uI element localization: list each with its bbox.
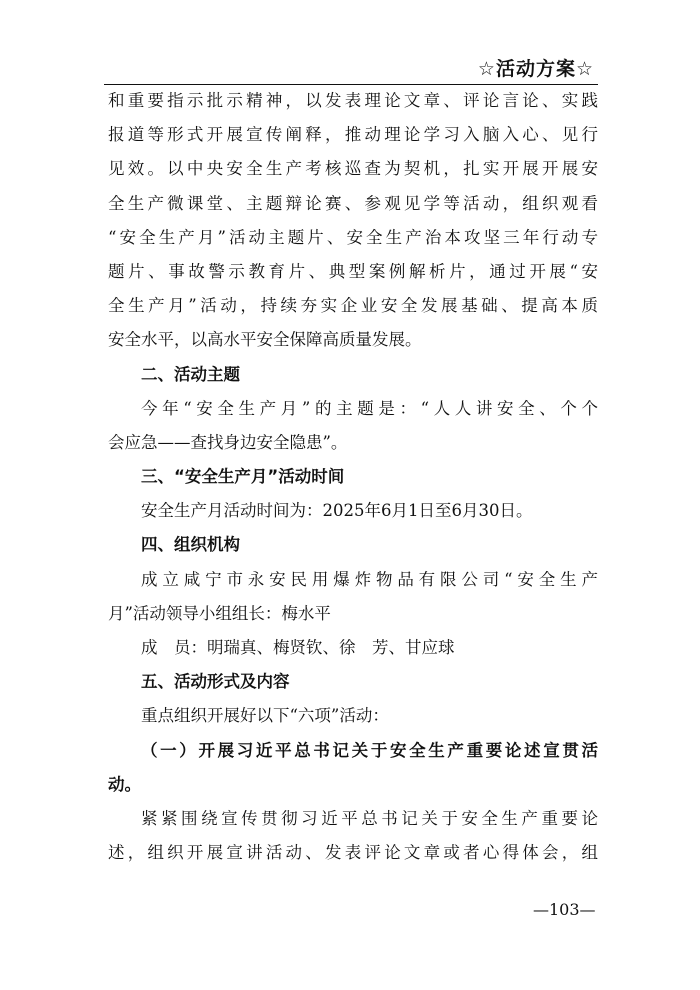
body-line: 月”活动领导小组组长：梅水平 <box>108 603 331 623</box>
header-title: ☆活动方案☆ <box>477 58 594 80</box>
body-line: 述，组织开展宣讲活动、发表评论文章或者心得体会，组 <box>108 843 598 863</box>
page-number: —103— <box>533 900 596 919</box>
section-heading-activities: 五、活动形式及内容 <box>141 672 290 692</box>
sub-heading-activity-1: （一）开展习近平总书记关于安全生产重要论述宣贯活 <box>141 740 598 760</box>
members-line: 成 员：明瑞真、梅贤钦、徐 芳、甘应球 <box>141 638 455 657</box>
section-heading-theme: 二、活动主题 <box>141 364 240 384</box>
body-line: 紧紧围绕宣传贯彻习近平总书记关于安全生产重要论 <box>141 808 598 828</box>
page-header <box>104 54 598 85</box>
body-line: “安全生产月”活动主题片、安全生产治本攻坚三年行动专 <box>108 227 598 247</box>
section-heading-time: 三、“安全生产月”活动时间 <box>141 467 345 487</box>
body-line: 见效。以中央安全生产考核巡查为契机，扎实开展开展安 <box>108 159 598 179</box>
sub-heading-activity-1-cont: 动。 <box>108 774 141 794</box>
body-line: 安全水平，以高水平安全保障高质量发展。 <box>108 330 422 350</box>
body-line: 和重要指示批示精神，以发表理论文章、评论言论、实践 <box>108 91 598 110</box>
body-line: 会应急——查找身边安全隐患”。 <box>108 432 348 452</box>
body-line: 成立咸宁市永安民用爆炸物品有限公司“安全生产 <box>141 569 598 589</box>
body-line: 今年“安全生产月”的主题是：“人人讲安全、个个 <box>141 398 598 418</box>
body-line: 题片、事故警示教育片、典型案例解析片，通过开展“安 <box>108 261 598 281</box>
document-body <box>108 84 598 870</box>
body-line: 报道等形式开展宣传阐释，推动理论学习入脑入心、见行 <box>108 125 598 145</box>
body-line: 全生产月”活动，持续夯实企业安全发展基础、提高本质 <box>108 296 598 316</box>
body-line: 安全生产月活动时间为：2025年6月1日至6月30日。 <box>141 501 533 521</box>
body-line: 全生产微课堂、主题辩论赛、参观见学等活动，组织观看 <box>108 193 598 213</box>
body-line: 重点组织开展好以下“六项”活动： <box>141 706 389 726</box>
section-heading-organization: 四、组织机构 <box>141 535 240 555</box>
